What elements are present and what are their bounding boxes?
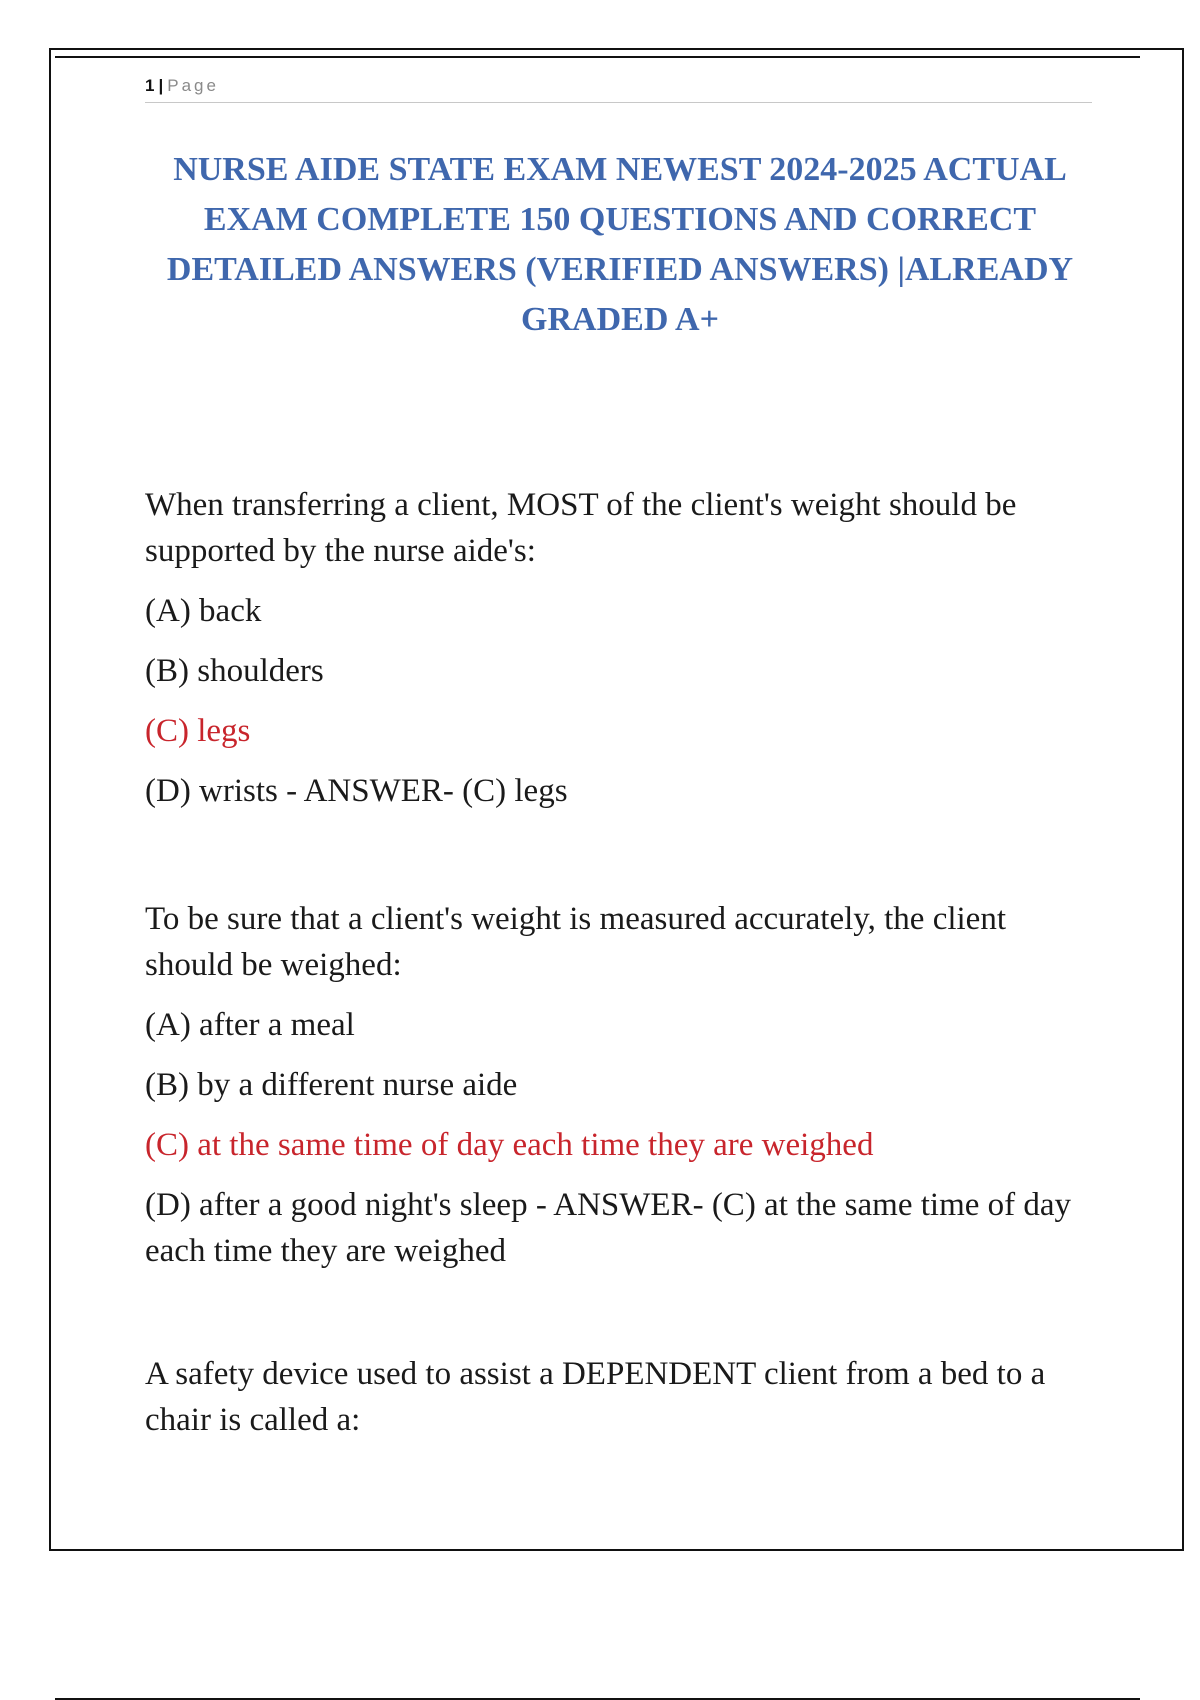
option-b: (B) shoulders [145,653,324,689]
question-text: A safety device used to assist a DEPENDENT client from a bed to a chair is called a: [145,1356,1046,1438]
question-block-1 [145,482,1095,814]
top-rule [55,56,1140,58]
option-c-correct: (C) at the same time of day each time they are weighed [145,1127,874,1163]
question-block-2 [145,896,1095,1274]
document-title: NURSE AIDE STATE EXAM NEWEST 2024-2025 ACTUAL EXAM COMPLETE 150 QUESTIONS AND CORRECT DETAILED ANSWERS (VERIFIED ANSWERS) |ALREADY GRADED A+ [166,151,1074,338]
page-separator: | [158,76,164,95]
option-c-correct: (C) legs [145,713,251,749]
page-header [145,74,1092,103]
option-a: (A) after a meal [145,1007,355,1043]
page-number: 1 [145,76,155,95]
option-a: (A) back [145,593,262,629]
option-d-with-answer: (D) after a good night's sleep - ANSWER- (C) at the same time of day each time they are weighed [145,1187,1072,1269]
question-text: To be sure that a client's weight is measured accurately, the client should be weighed: [145,901,1006,983]
question-text: When transferring a client, MOST of the client's weight should be supported by the nurse aide's: [145,487,1017,569]
option-b: (B) by a different nurse aide [145,1067,518,1103]
option-d-with-answer: (D) wrists - ANSWER- (C) legs [145,773,568,809]
page-word: Page [167,76,219,95]
question-block-3 [145,1351,1095,1443]
